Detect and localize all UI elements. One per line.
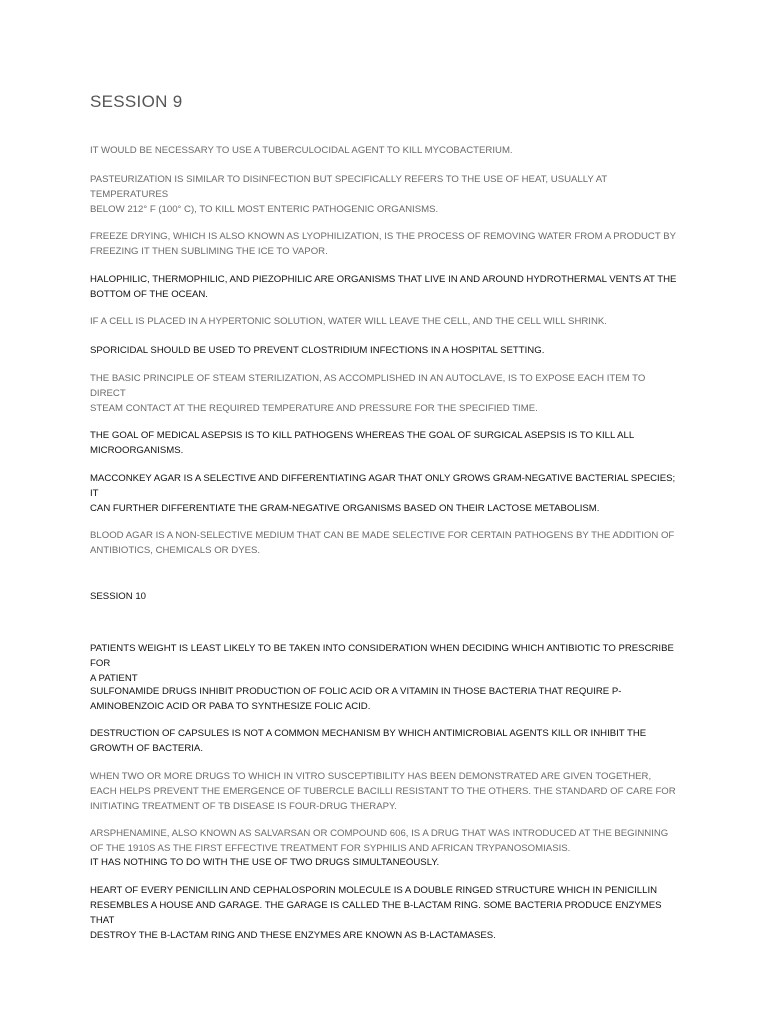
s10-paragraph-6: IT HAS NOTHING TO DO WITH THE USE OF TWO DRUGS SIMULTANEOUSLY. — [90, 856, 440, 868]
s10-paragraph-7: HEART OF EVERY PENICILLIN AND CEPHALOSPORIN MOLECULE IS A DOUBLE RINGED STRUCTURE WHICH IN PENICILLIN RESEMBLES A HOUSE AND GARAGE. THE GARAGE IS CALLED THE B-LACTAM RING. SOME BACTERIA PRODUCE ENZYMES THAT DESTROY THE B-LACTAM RING AND THESE ENZYMES ARE KNOWN AS B-LACTAMASES. — [90, 884, 662, 941]
s10-paragraph-2: SULFONAMIDE DRUGS INHIBIT PRODUCTION OF FOLIC ACID OR A VITAMIN IN THOSE BACTERIA THAT REQUIRE P- AMINOBENZOIC ACID OR PABA TO SYNTHESIZE FOLIC ACID. — [90, 685, 622, 712]
s9-paragraph-9: MACCONKEY AGAR IS A SELECTIVE AND DIFFERENTIATING AGAR THAT ONLY GROWS GRAM-NEGATIVE BACTERIAL SPECIES; IT CAN FURTHER DIFFERENTIATE THE GRAM-NEGATIVE ORGANISMS BASED ON THEIR LACTOSE METABOLISM. — [90, 472, 676, 514]
session-10-title: SESSION 10 — [90, 591, 146, 602]
s9-paragraph-6: SPORICIDAL SHOULD BE USED TO PREVENT CLOSTRIDIUM INFECTIONS IN A HOSPITAL SETTING. — [90, 344, 545, 356]
s10-paragraph-1: PATIENTS WEIGHT IS LEAST LIKELY TO BE TAKEN INTO CONSIDERATION WHEN DECIDING WHICH ANTIBIOTIC TO PRESCRIBE FOR A PATIENT — [90, 642, 674, 684]
s9-paragraph-3: FREEZE DRYING, WHICH IS ALSO KNOWN AS LYOPHILIZATION, IS THE PROCESS OF REMOVING WATER FROM A PRODUCT BY FREEZING IT THEN SUBLIMING THE ICE TO VAPOR. — [90, 230, 677, 257]
s10-paragraph-3: DESTRUCTION OF CAPSULES IS NOT A COMMON MECHANISM BY WHICH ANTIMICROBIAL AGENTS KILL OR INHIBIT THE GROWTH OF BACTERIA. — [90, 727, 647, 754]
s9-paragraph-10: BLOOD AGAR IS A NON-SELECTIVE MEDIUM THAT CAN BE MADE SELECTIVE FOR CERTAIN PATHOGENS BY THE ADDITION OF ANTIBIOTICS, CHEMICALS OR DYES. — [90, 529, 675, 556]
s10-paragraph-4: WHEN TWO OR MORE DRUGS TO WHICH IN VITRO SUSCEPTIBILITY HAS BEEN DEMONSTRATED ARE GIVEN TOGETHER, EACH HELPS PREVENT THE EMERGENCE OF TUBERCLE BACILLI RESISTANT TO THE OTHERS. THE STANDARD OF CARE FOR INITIATING TREATMENT OF TB DISEASE IS FOUR-DRUG THERAPY. — [90, 770, 676, 812]
s9-paragraph-7: THE BASIC PRINCIPLE OF STEAM STERILIZATION, AS ACCOMPLISHED IN AN AUTOCLAVE, IS TO EXPOSE EACH ITEM TO DIRECT STEAM CONTACT AT THE REQUIRED TEMPERATURE AND PRESSURE FOR THE SPECIFIED TIME. — [90, 372, 646, 414]
s9-paragraph-8: THE GOAL OF MEDICAL ASEPSIS IS TO KILL PATHOGENS WHEREAS THE GOAL OF SURGICAL ASEPSIS IS TO KILL ALL MICROORGANISMS. — [90, 429, 635, 456]
s9-paragraph-5: IF A CELL IS PLACED IN A HYPERTONIC SOLUTION, WATER WILL LEAVE THE CELL, AND THE CELL WILL SHRINK. — [90, 315, 607, 327]
s9-paragraph-1: IT WOULD BE NECESSARY TO USE A TUBERCULOCIDAL AGENT TO KILL MYCOBACTERIUM. — [90, 144, 513, 156]
session-9-title: SESSION 9 — [90, 92, 183, 111]
s9-paragraph-4: HALOPHILIC, THERMOPHILIC, AND PIEZOPHILIC ARE ORGANISMS THAT LIVE IN AND AROUND HYDROTHERMAL VENTS AT THE BOTTOM OF THE OCEAN. — [90, 273, 677, 300]
s10-paragraph-5: ARSPHENAMINE, ALSO KNOWN AS SALVARSAN OR COMPOUND 606, IS A DRUG THAT WAS INTRODUCED AT THE BEGINNING OF THE 1910S AS THE FIRST EFFECTIVE TREATMENT FOR SYPHILIS AND AFRICAN TRYPANOSOMIASIS. — [90, 827, 669, 854]
s9-paragraph-2: PASTEURIZATION IS SIMILAR TO DISINFECTION BUT SPECIFICALLY REFERS TO THE USE OF HEAT, USUALLY AT TEMPERATURES BELOW 212° F (100° C), TO KILL MOST ENTERIC PATHOGENIC ORGANISMS. — [90, 173, 608, 215]
